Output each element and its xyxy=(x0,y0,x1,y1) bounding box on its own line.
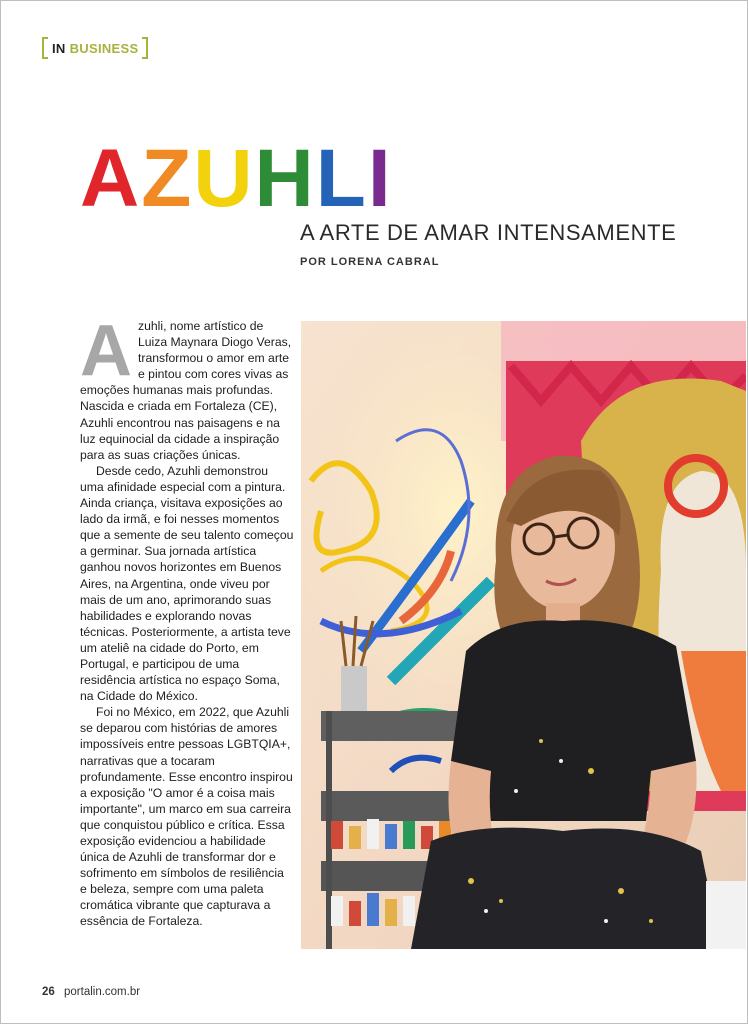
bracket-right xyxy=(142,37,148,59)
artist-photo xyxy=(301,321,746,949)
headline-letter: Z xyxy=(141,133,194,224)
headline-letter: A xyxy=(80,133,142,224)
article-paragraph xyxy=(80,318,294,463)
article-body xyxy=(80,318,294,958)
artist-photo-illustration xyxy=(301,321,746,949)
article-paragraph: Desde cedo, Azuhli demonstrou uma afinidade especial com a pintura. Ainda criança, visitava exposições ao lado da irmã, e foi nesses momentos que a semente de seu talento começou a germinar. Sua jornada artística ganhou novos horizontes em Buenos Aires, na Argentina, onde viveu por mais de um ano, aprimorando suas habilidades e explorando novas técnicas. Posteriormente, a artista teve um ateliê na cidade do Porto, em Portugal, e participou de uma residência artística no espaço Soma, na Cidade do México. xyxy=(80,463,294,704)
headline-letter: H xyxy=(254,133,316,224)
page-number: 26 xyxy=(42,986,55,998)
headline-letter: U xyxy=(193,133,255,224)
drop-cap: A xyxy=(80,318,132,391)
page-footer xyxy=(42,986,140,998)
paragraph-text: zuhli, nome artístico de Luiza Maynara Diogo Veras, transformou o amor em arte e pintou com cores vivas as emoções humanas mais profundas. Nascida e criada em Fortaleza (CE), Azuhli encontrou nas paisagens e na luz equinocial da cidade a inspiração para as suas criações únicas. xyxy=(80,319,292,462)
headline xyxy=(80,133,393,224)
headline-letter: I xyxy=(367,133,393,224)
byline: POR LORENA CABRAL xyxy=(300,256,440,268)
subtitle: A ARTE DE AMAR INTENSAMENTE xyxy=(300,220,677,245)
section-prefix: IN xyxy=(52,40,66,56)
section-tag xyxy=(42,38,148,58)
headline-letter: L xyxy=(315,133,368,224)
bracket-left xyxy=(42,37,48,59)
section-label: BUSINESS xyxy=(69,40,139,56)
article-paragraph: Foi no México, em 2022, que Azuhli se deparou com histórias de amores impossíveis entre pessoas LGBTQIA+, narrativas que a tocaram profundamente. Esse encontro inspirou a exposição "O amor é a coisa mais importante", um marco em sua carreira que conquistou público e crítica. Essa exposição evidenciou a habilidade única de Azuhli de transformar dor e sofrimento em símbolos de resiliência e beleza, sempre com uma paleta cromática vibrante que capturava a essência de Fortaleza. xyxy=(80,705,293,929)
site-link[interactable]: portalin.com.br xyxy=(64,986,141,998)
